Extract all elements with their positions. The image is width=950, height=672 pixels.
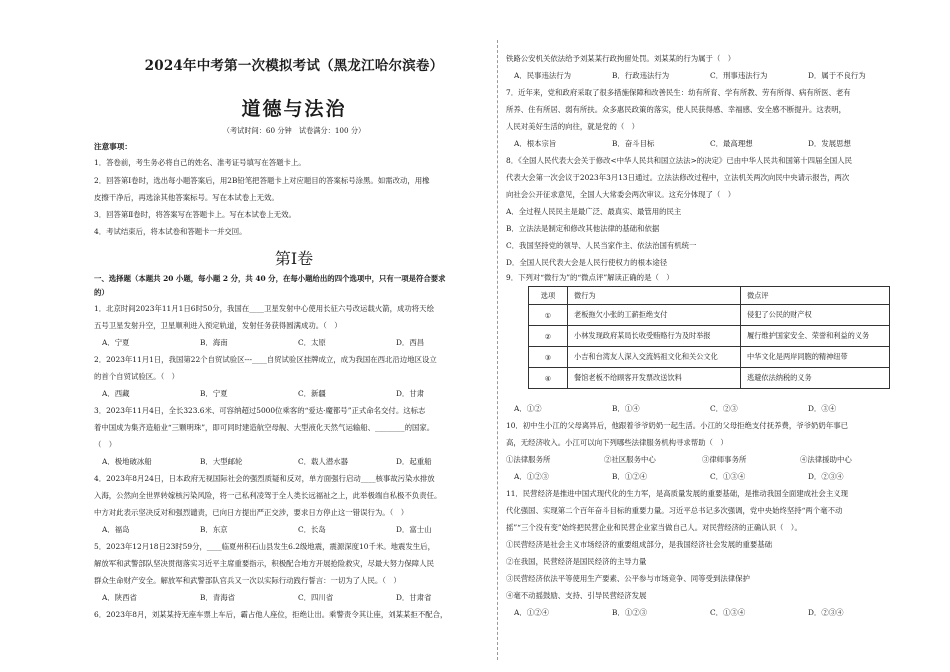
item: ③民营经济依法平等使用生产要素、公平参与市场竞争、同等受到法律保护	[506, 574, 750, 583]
item: ④法律援助中心	[800, 455, 852, 464]
option[interactable]: D．富士山	[396, 525, 432, 534]
question-text: 6．2023年8月，刘某某持无座车票上车后，霸占他人座位，拒绝让出。乘警责令其让座，刘某某拒不配合，	[94, 610, 448, 619]
question-text: 中方对此表示坚决反对和强烈谴责，已向日方提出严正交涉，要求日方停止这一错误行为。（ ）	[94, 508, 409, 517]
item: ②在我国，民营经济是国民经济的主导力量	[506, 557, 647, 566]
question-text: 8．《全国人民代表大会关于修改<中华人民共和国立法法>的决定》已由中华人民共和国第十四届全国人民	[506, 156, 852, 165]
note-line: 皮擦干净后，再选涂其他答案标号。写在本试卷上无效。	[94, 193, 279, 202]
option[interactable]: A．①②③	[514, 472, 549, 481]
option[interactable]: D．发展思想	[808, 139, 851, 148]
option[interactable]: C．太原	[298, 338, 326, 347]
question-text: 向社会公开征求意见，全国人大常委会两次审议。这充分体现了（ ）	[506, 190, 736, 199]
question-text: 着中国成为集齐造船业“三颗明珠”，即可同时建造航空母舰、大型液化天然气运输船、________的国家。	[94, 423, 435, 432]
option[interactable]: D．②③④	[808, 472, 844, 481]
question-text-part: 群众生命财产安全。解放军和武警部队官兵又一次以实际行动践行誓言：一切为了人民。	[94, 576, 383, 585]
option[interactable]: A．民事违法行为	[514, 71, 572, 80]
option[interactable]: B．东京	[200, 525, 228, 534]
table-cell: 侵犯了公民的财产权	[741, 305, 890, 326]
table-row	[529, 347, 890, 368]
question-text: 11．民营经济是推进中国式现代化的生力军，是高质量发展的重要基础，是推动我国全面建成社会主义现	[506, 489, 848, 498]
option[interactable]: D．甘肃	[396, 389, 425, 398]
question-text: 10．初中生小江的父母离异后，他跟着爷爷奶奶一起生活。小江的父母拒绝支付抚养费，爷爷奶奶年事已	[506, 421, 848, 430]
question-text	[94, 575, 494, 586]
column-divider	[497, 40, 498, 660]
question-text: 所养、住有所居、弱有所扶。众多惠民政策的落实，使人民获得感、幸福感、安全感不断提升。这表明，	[506, 105, 846, 114]
question-text: 2．2023年11月1日，我国第22个自贸试验区---____自贸试验区挂牌成立，成为我国在西北沿边地区设立	[94, 355, 437, 364]
item: ②社区服务中心	[604, 455, 656, 464]
question-text: 7．近年来，党和政府采取了很多措施保障和改善民生：幼有所育、学有所教、劳有所得、病有所医、老有	[506, 88, 851, 97]
option[interactable]: B．①④	[612, 404, 640, 413]
table-cell: 老板拖欠小张的工薪拒绝支付	[568, 305, 741, 326]
table-cell: ②	[529, 326, 568, 347]
option[interactable]: C．新疆	[298, 389, 326, 398]
option[interactable]: B．行政违法行为	[612, 71, 670, 80]
table-cell: 履行维护国家安全、荣誉和利益的义务	[741, 326, 890, 347]
answer-paren: （ ）	[382, 576, 401, 585]
question-text: 3．2023年11月4日，全长323.6米、可容纳超过5000位乘客的“爱达·魔都号”正式命名交付。这标志	[94, 406, 426, 415]
question-text: 解放军和武警部队坚决贯彻落实习近平主席重要指示，积极配合地方开展抢险救灾，尽最大努力保障人民	[94, 559, 434, 568]
choice[interactable]: B．立法法是制定和修改其他法律的基础和依据	[506, 224, 660, 233]
exam-title: 2024年中考第一次模拟考试（黑龙江哈尔滨卷）	[144, 58, 444, 74]
table-header-row	[529, 287, 890, 305]
item: ④毫不动摇鼓励、支持、引导民营经济发展	[506, 591, 647, 600]
option[interactable]: C．四川省	[298, 593, 334, 602]
table-row	[529, 326, 890, 347]
note-line: 3．回答第Ⅱ卷时，将答案写在答题卡上。写在本试卷上无效。	[94, 210, 296, 219]
question-text: 铁路公安机关依法给予刘某某行政拘留处罚。刘某某的行为属于（ ）	[506, 54, 736, 63]
table-header: 微行为	[568, 287, 741, 305]
question-text: 入海，公然向全世界转嫁核污染风险，将一己私利凌驾于全人类长远福祉之上，此举极端自私极不负责任。	[94, 491, 442, 500]
table-cell: 逃避依法纳税的义务	[741, 368, 890, 389]
option[interactable]: C．长岛	[298, 525, 326, 534]
option[interactable]: C．①③④	[710, 472, 746, 481]
option[interactable]: C．刑事违法行为	[710, 71, 768, 80]
option[interactable]: B．①②④	[612, 472, 647, 481]
item: ①民营经济是社会主义市场经济的重要组成部分，是我国经济社会发展的重要基础	[506, 540, 773, 549]
table-header: 选项	[529, 287, 568, 305]
notes-heading: 注意事项：	[94, 142, 132, 151]
question-text: 9．下列对“微行为”的“微点评”解读正确的是（ ）	[506, 273, 674, 282]
note-line: 4．考试结束后，将本试卷和答题卡一并交回。	[94, 227, 247, 236]
section-heading-cont: 的）	[94, 288, 109, 297]
option[interactable]: C．最高理想	[710, 139, 753, 148]
option[interactable]: A．宁夏	[102, 338, 130, 347]
question-text: 1．北京时间2023年11月1日6时50分，我国在____卫星发射中心使用长征六号改运载火箭，成功将天绘	[94, 304, 434, 313]
option[interactable]: A．陕西省	[102, 593, 137, 602]
subject-title: 道德与法治	[241, 98, 347, 120]
choice[interactable]: D．全国人民代表大会是人民行使权力的根本途径	[506, 258, 668, 267]
question-text: 代表大会第一次会议于2023年3月13日通过。立法法修改过程中，立法机关两次向民中央请示报告，两次	[506, 173, 850, 182]
table-header: 微点评	[741, 287, 890, 305]
option[interactable]: D．②③④	[808, 608, 844, 617]
option[interactable]: D．③④	[808, 404, 837, 413]
q9-table	[528, 286, 890, 389]
question-text: 4．2023年8月24日，日本政府无视国际社会的强烈质疑和反对，单方面强行启动____核事故污染水排放	[94, 474, 435, 483]
note-line: 2．回答第Ⅰ卷时，选出每小题答案后，用2B铅笔把答题卡上对应题目的答案标号涂黑。如需改动，用橡	[94, 176, 430, 185]
option[interactable]: A．极地破冰船	[102, 457, 152, 466]
option[interactable]: C．②③	[710, 404, 738, 413]
question-text: 摇”“三个没有变”始终把民营企业和民营企业家当做自己人。对民营经济的正确认识（ ）。	[506, 523, 802, 532]
option[interactable]: B．青海省	[200, 593, 235, 602]
option[interactable]: D．甘肃省	[396, 593, 432, 602]
option[interactable]: D．属于不良行为	[808, 71, 866, 80]
table-row	[529, 368, 890, 389]
option[interactable]: D．起重船	[396, 457, 432, 466]
option[interactable]: A．①②④	[514, 608, 549, 617]
question-text: 人民对美好生活的向往，就是党的（ ）	[506, 122, 640, 131]
table-row	[529, 305, 890, 326]
volume-label: 第Ⅰ卷	[274, 249, 314, 268]
question-text: （ ）	[94, 440, 117, 449]
option[interactable]: B．①②③	[612, 608, 647, 617]
option[interactable]: C．①③④	[710, 608, 746, 617]
item: ③律师事务所	[702, 455, 747, 464]
choice[interactable]: A．全过程人民民主是最广泛、最真实、最管用的民主	[506, 207, 682, 216]
option[interactable]: A．福岛	[102, 525, 130, 534]
question-text: 代化强国、实现第二个百年奋斗目标的重要力量。习近平总书记多次强调，党中央始终坚持“两个毫不动	[506, 506, 843, 515]
item: ①法律服务所	[506, 455, 551, 464]
question-text: 的首个自贸试验区。（ ）	[94, 372, 179, 381]
option[interactable]: A．根本宗旨	[514, 139, 557, 148]
option[interactable]: A．西藏	[102, 389, 130, 398]
question-text: 五号卫星发射升空，卫星顺利进入预定轨道，发射任务获得圆满成功。（ ）	[94, 321, 342, 330]
question-text: 高，无经济收入。小江可以向下列哪些法律服务机构寻求帮助（ ）	[506, 438, 728, 447]
option[interactable]: B．奋斗目标	[612, 139, 655, 148]
option[interactable]: C．载人潜水器	[298, 457, 348, 466]
table-cell: 小吉和台湾友人深入交流妈祖文化和关公文化	[568, 347, 741, 368]
table-cell: 餐馆老板不给顾客开发票改送饮料	[568, 368, 741, 389]
option[interactable]: B．大型邮轮	[200, 457, 243, 466]
choice[interactable]: C．我国坚持党的领导、人民当家作主、依法治国有机统一	[506, 241, 697, 250]
table-cell: 中华文化是两岸同胞的精神纽带	[741, 347, 890, 368]
note-line: 1．答卷前，考生务必将自己的姓名、准考证号填写在答题卡上。	[94, 158, 306, 167]
table-cell: ③	[529, 347, 568, 368]
option[interactable]: A．①②	[514, 404, 542, 413]
question-text: 5．2023年12月18日23时59分，____临夏州积石山县发生6.2级地震，震源深度10千米。地震发生后，	[94, 542, 435, 551]
table-cell: ①	[529, 305, 568, 326]
table-cell: 小林发现政府某局长收受贿赂行为及时举报	[568, 326, 741, 347]
option[interactable]: D．西昌	[396, 338, 425, 347]
option[interactable]: B．宁夏	[200, 389, 228, 398]
option[interactable]: B．海南	[200, 338, 228, 347]
section-heading: 一、选择题（本题共 20 小题，每小题 2 分，共 40 分，在每小题给出的四个选项中，只有一项是符合要求	[94, 274, 446, 283]
exam-meta: （考试时间：60 分钟 试卷满分：100 分）	[222, 126, 366, 135]
table-cell: ④	[529, 368, 568, 389]
